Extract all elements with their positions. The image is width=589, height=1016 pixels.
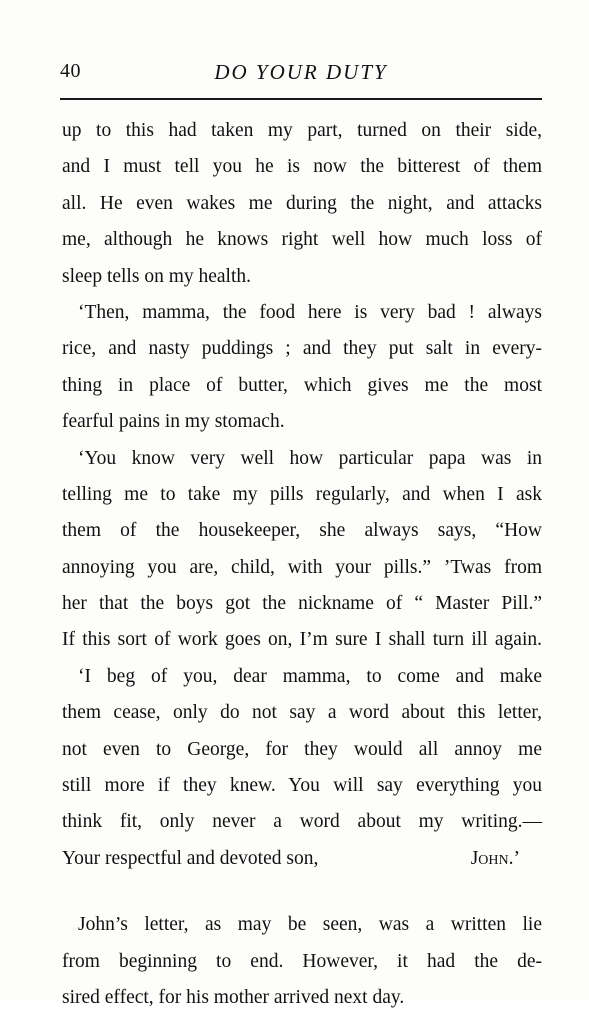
text-line: them of the housekeeper, she always says, “How (62, 520, 542, 542)
body-text (62, 113, 542, 1016)
text-line: not even to George, for they would all annoy me (62, 738, 542, 760)
text-line: her that the boys got the nickname of “ Master Pill.” (62, 593, 542, 615)
text-line: fearful pains in my stomach. (62, 411, 285, 433)
text-line: up to this had taken my part, turned on their side, (62, 120, 542, 141)
text-line: all. He even wakes me during the night, and attacks (62, 192, 542, 214)
text-line: ‘Then, mamma, the food here is very bad ! always (78, 301, 542, 323)
running-title: DO YOUR DUTY (214, 60, 388, 84)
text-line: ‘You know very well how particular papa was in (78, 447, 542, 469)
letter-signature: John.’ (470, 847, 520, 869)
text-line: rice, and nasty puddings ; and they put salt in every- (62, 338, 542, 360)
text-line: If this sort of work goes on, I’m sure I shall turn ill again. (62, 629, 542, 651)
text-line: them cease, only do not say a word about this letter, (62, 702, 542, 724)
text-line: me, although he knows right well how much loss of (62, 229, 542, 251)
text-line: annoying you are, child, with your pills.” ’Twas from (62, 556, 542, 578)
text-line: from beginning to end. However, it had the de- (62, 950, 542, 972)
text-line: John’s letter, as may be seen, was a written lie (78, 914, 542, 936)
paragraph (62, 113, 542, 295)
paragraph (62, 441, 542, 659)
text-line: thing in place of butter, which gives me the most (62, 374, 542, 396)
text-line: think fit, only never a word about my writing.— (62, 811, 542, 833)
header-rule (60, 98, 542, 100)
text-line: ‘I beg of you, dear mamma, to come and make (78, 665, 542, 687)
text-line: telling me to take my pills regularly, and when I ask (62, 483, 542, 505)
paragraph-gap (62, 877, 542, 907)
text-line: still more if they knew. You will say everything you (62, 775, 542, 797)
paragraph (62, 295, 542, 441)
text-line: sleep tells on my health. (62, 265, 252, 287)
paragraph (62, 659, 542, 877)
closing-line (62, 841, 542, 877)
page-number: 40 (60, 60, 81, 82)
text-line: sired effect, for his mother arrived next day. (62, 986, 405, 1008)
page-header (60, 58, 542, 88)
text-line: and I must tell you he is now the bitterest of them (62, 156, 542, 178)
letter-closing: Your respectful and devoted son, (62, 847, 319, 869)
